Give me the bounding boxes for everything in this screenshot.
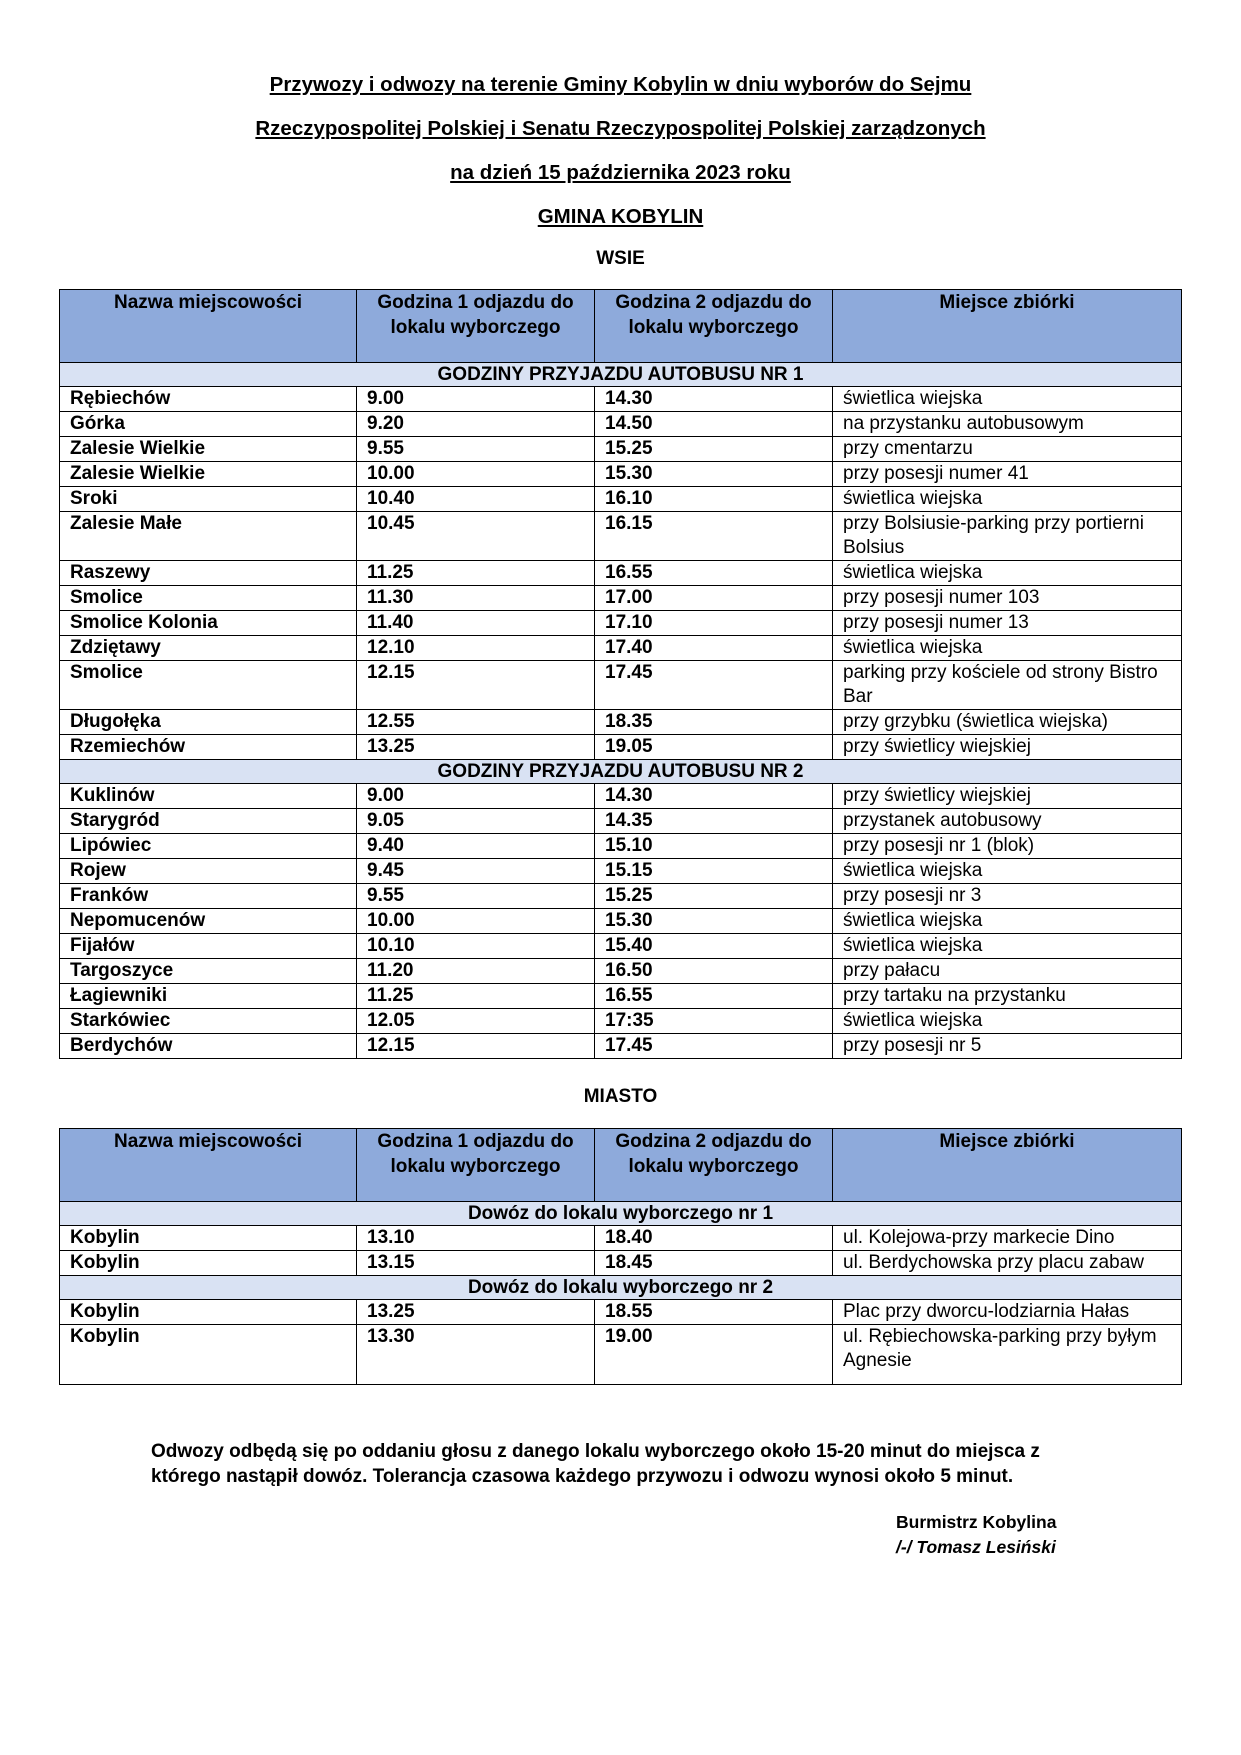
cell-departure-2: 15.30 xyxy=(595,462,833,487)
group-row xyxy=(60,363,1182,387)
closing-note: Odwozy odbędą się po oddaniu głosu z danego lokalu wyborczego około 15-20 minut do miejsca z którego nastąpił dowóz. Tolerancja czasowa każdego przywozu i odwozu wynosi około 5 minut. xyxy=(151,1441,1040,1487)
title-line-1: Przywozy i odwozy na terenie Gminy Kobylin w dniu wyborów do Sejmu xyxy=(269,73,972,96)
cell-departure-2: 17.10 xyxy=(595,611,833,636)
cell-departure-2: 15.10 xyxy=(595,834,833,859)
cell-place-name: Raszewy xyxy=(60,561,357,586)
cell-place-name: Zdziętawy xyxy=(60,636,357,661)
header-meeting-place: Miejsce zbiórki xyxy=(833,290,1182,363)
cell-place-name: Zalesie Wielkie xyxy=(60,462,357,487)
cell-departure-1: 10.00 xyxy=(357,462,595,487)
cell-departure-1: 10.00 xyxy=(357,909,595,934)
cell-departure-2: 19.05 xyxy=(595,735,833,760)
table-row xyxy=(60,437,1182,462)
cell-departure-2: 14.35 xyxy=(595,809,833,834)
cell-departure-1: 10.10 xyxy=(357,934,595,959)
cell-meeting-place: parking przy kościele od strony Bistro Bar xyxy=(833,661,1182,710)
cell-place-name: Rzemiechów xyxy=(60,735,357,760)
cell-meeting-place: przy świetlicy wiejskiej xyxy=(833,735,1182,760)
cell-departure-2: 15.25 xyxy=(595,884,833,909)
cell-meeting-place: przy posesji numer 41 xyxy=(833,462,1182,487)
cell-meeting-place: przy tartaku na przystanku xyxy=(833,984,1182,1009)
header-name: Nazwa miejscowości xyxy=(60,290,357,363)
table-row xyxy=(60,710,1182,735)
cell-departure-2: 18.40 xyxy=(595,1226,833,1251)
cell-meeting-place: Plac przy dworcu-lodziarnia Hałas xyxy=(833,1300,1182,1325)
cell-departure-1: 13.10 xyxy=(357,1226,595,1251)
cell-departure-1: 12.15 xyxy=(357,661,595,710)
cell-departure-1: 11.25 xyxy=(357,561,595,586)
cell-departure-1: 9.00 xyxy=(357,784,595,809)
cell-meeting-place: przy Bolsiusie-parking przy portierni Bolsius xyxy=(833,512,1182,561)
table-row xyxy=(60,1300,1182,1325)
group-row xyxy=(60,1202,1182,1226)
cell-departure-2: 17.40 xyxy=(595,636,833,661)
cell-departure-2: 16.15 xyxy=(595,512,833,561)
cell-place-name: Berdychów xyxy=(60,1034,357,1059)
group-label: GODZINY PRZYJAZDU AUTOBUSU NR 1 xyxy=(60,363,1182,387)
table-row xyxy=(60,586,1182,611)
header-departure-2: Godzina 2 odjazdu do lokalu wyborczego xyxy=(595,1129,833,1202)
cell-meeting-place: przy pałacu xyxy=(833,959,1182,984)
cell-departure-2: 16.50 xyxy=(595,959,833,984)
cell-departure-2: 15.15 xyxy=(595,859,833,884)
miasto-schedule-table xyxy=(59,1128,1182,1385)
cell-departure-1: 9.45 xyxy=(357,859,595,884)
cell-departure-1: 12.05 xyxy=(357,1009,595,1034)
cell-place-name: Starkówiec xyxy=(60,1009,357,1034)
group-label: Dowóz do lokalu wyborczego nr 1 xyxy=(60,1202,1182,1226)
cell-meeting-place: świetlica wiejska xyxy=(833,561,1182,586)
cell-departure-1: 11.40 xyxy=(357,611,595,636)
cell-meeting-place: świetlica wiejska xyxy=(833,859,1182,884)
cell-place-name: Górka xyxy=(60,412,357,437)
cell-meeting-place: ul. Berdychowska przy placu zabaw xyxy=(833,1251,1182,1276)
cell-departure-1: 10.45 xyxy=(357,512,595,561)
cell-departure-2: 17:35 xyxy=(595,1009,833,1034)
cell-place-name: Smolice xyxy=(60,586,357,611)
cell-place-name: Starygród xyxy=(60,809,357,834)
cell-place-name: Nepomucenów xyxy=(60,909,357,934)
cell-departure-2: 14.30 xyxy=(595,784,833,809)
cell-departure-1: 9.55 xyxy=(357,884,595,909)
cell-place-name: Smolice Kolonia xyxy=(60,611,357,636)
table-row xyxy=(60,859,1182,884)
section-label-wsie: WSIE xyxy=(596,248,645,269)
cell-meeting-place: świetlica wiejska xyxy=(833,1009,1182,1034)
table-row xyxy=(60,1009,1182,1034)
title-line-2: Rzeczypospolitej Polskiej i Senatu Rzeczypospolitej Polskiej zarządzonych xyxy=(255,117,986,140)
table-header-row xyxy=(60,290,1182,363)
table-row xyxy=(60,1251,1182,1276)
header-departure-2: Godzina 2 odjazdu do lokalu wyborczego xyxy=(595,290,833,363)
cell-meeting-place: przystanek autobusowy xyxy=(833,809,1182,834)
title-line-3: na dzień 15 października 2023 roku xyxy=(450,161,791,184)
cell-meeting-place: przy posesji nr 5 xyxy=(833,1034,1182,1059)
cell-departure-2: 19.00 xyxy=(595,1325,833,1385)
table-row xyxy=(60,834,1182,859)
group-row xyxy=(60,760,1182,784)
cell-departure-2: 17.00 xyxy=(595,586,833,611)
table-row xyxy=(60,487,1182,512)
cell-place-name: Zalesie Wielkie xyxy=(60,437,357,462)
cell-place-name: Rojew xyxy=(60,859,357,884)
cell-departure-2: 15.40 xyxy=(595,934,833,959)
group-label: Dowóz do lokalu wyborczego nr 2 xyxy=(60,1276,1182,1300)
cell-departure-1: 11.25 xyxy=(357,984,595,1009)
cell-place-name: Kobylin xyxy=(60,1325,357,1385)
cell-meeting-place: przy cmentarzu xyxy=(833,437,1182,462)
wsie-schedule-table xyxy=(59,289,1182,1059)
cell-departure-1: 13.15 xyxy=(357,1251,595,1276)
signature-name: /-/ Tomasz Lesiński xyxy=(896,1537,1056,1557)
group-row xyxy=(60,1276,1182,1300)
cell-departure-2: 14.30 xyxy=(595,387,833,412)
cell-place-name: Łagiewniki xyxy=(60,984,357,1009)
cell-departure-2: 15.25 xyxy=(595,437,833,462)
cell-departure-1: 12.10 xyxy=(357,636,595,661)
cell-meeting-place: przy posesji nr 1 (blok) xyxy=(833,834,1182,859)
cell-meeting-place: ul. Rębiechowska-parking przy byłym Agnesie xyxy=(833,1325,1182,1385)
cell-departure-1: 9.05 xyxy=(357,809,595,834)
cell-meeting-place: świetlica wiejska xyxy=(833,909,1182,934)
header-departure-1: Godzina 1 odjazdu do lokalu wyborczego xyxy=(357,290,595,363)
cell-place-name: Rębiechów xyxy=(60,387,357,412)
table-row xyxy=(60,462,1182,487)
header-meeting-place: Miejsce zbiórki xyxy=(833,1129,1182,1202)
cell-departure-2: 14.50 xyxy=(595,412,833,437)
table-row xyxy=(60,661,1182,710)
cell-departure-1: 11.30 xyxy=(357,586,595,611)
cell-place-name: Kobylin xyxy=(60,1300,357,1325)
table-row xyxy=(60,784,1182,809)
table-row xyxy=(60,735,1182,760)
cell-departure-1: 9.20 xyxy=(357,412,595,437)
cell-departure-1: 10.40 xyxy=(357,487,595,512)
table-row xyxy=(60,561,1182,586)
table-row xyxy=(60,412,1182,437)
table-row xyxy=(60,934,1182,959)
cell-meeting-place: świetlica wiejska xyxy=(833,387,1182,412)
cell-meeting-place: świetlica wiejska xyxy=(833,934,1182,959)
header-name: Nazwa miejscowości xyxy=(60,1129,357,1202)
header-departure-1: Godzina 1 odjazdu do lokalu wyborczego xyxy=(357,1129,595,1202)
cell-place-name: Sroki xyxy=(60,487,357,512)
cell-departure-2: 18.55 xyxy=(595,1300,833,1325)
cell-place-name: Lipówiec xyxy=(60,834,357,859)
table-row xyxy=(60,1226,1182,1251)
cell-meeting-place: na przystanku autobusowym xyxy=(833,412,1182,437)
cell-meeting-place: przy posesji numer 103 xyxy=(833,586,1182,611)
cell-departure-1: 9.55 xyxy=(357,437,595,462)
cell-departure-1: 13.30 xyxy=(357,1325,595,1385)
cell-place-name: Długołęka xyxy=(60,710,357,735)
cell-place-name: Kuklinów xyxy=(60,784,357,809)
table-row xyxy=(60,636,1182,661)
cell-place-name: Kobylin xyxy=(60,1226,357,1251)
cell-meeting-place: świetlica wiejska xyxy=(833,636,1182,661)
signature-role: Burmistrz Kobylina xyxy=(896,1512,1057,1532)
table-row xyxy=(60,884,1182,909)
cell-place-name: Zalesie Małe xyxy=(60,512,357,561)
cell-meeting-place: przy grzybku (świetlica wiejska) xyxy=(833,710,1182,735)
section-label-miasto: MIASTO xyxy=(583,1086,658,1107)
cell-departure-1: 12.15 xyxy=(357,1034,595,1059)
cell-departure-1: 11.20 xyxy=(357,959,595,984)
table-row xyxy=(60,1034,1182,1059)
table-row xyxy=(60,1325,1182,1385)
cell-departure-1: 12.55 xyxy=(357,710,595,735)
cell-meeting-place: ul. Kolejowa-przy markecie Dino xyxy=(833,1226,1182,1251)
cell-place-name: Kobylin xyxy=(60,1251,357,1276)
table-row xyxy=(60,909,1182,934)
cell-meeting-place: przy posesji numer 13 xyxy=(833,611,1182,636)
cell-meeting-place: przy świetlicy wiejskiej xyxy=(833,784,1182,809)
table-row xyxy=(60,387,1182,412)
cell-departure-2: 18.35 xyxy=(595,710,833,735)
cell-place-name: Fijałów xyxy=(60,934,357,959)
title-gmina: GMINA KOBYLIN xyxy=(537,205,704,228)
signature-block xyxy=(896,1510,1056,1560)
table-row xyxy=(60,611,1182,636)
cell-meeting-place: przy posesji nr 3 xyxy=(833,884,1182,909)
cell-departure-1: 9.00 xyxy=(357,387,595,412)
cell-departure-2: 17.45 xyxy=(595,661,833,710)
cell-departure-2: 18.45 xyxy=(595,1251,833,1276)
cell-departure-2: 15.30 xyxy=(595,909,833,934)
cell-departure-1: 9.40 xyxy=(357,834,595,859)
table-row xyxy=(60,984,1182,1009)
cell-departure-2: 16.55 xyxy=(595,984,833,1009)
cell-departure-1: 13.25 xyxy=(357,1300,595,1325)
table-row xyxy=(60,959,1182,984)
cell-departure-2: 16.10 xyxy=(595,487,833,512)
group-label: GODZINY PRZYJAZDU AUTOBUSU NR 2 xyxy=(60,760,1182,784)
table-row xyxy=(60,512,1182,561)
cell-place-name: Smolice xyxy=(60,661,357,710)
table-row xyxy=(60,809,1182,834)
cell-meeting-place: świetlica wiejska xyxy=(833,487,1182,512)
table-header-row xyxy=(60,1129,1182,1202)
cell-departure-2: 16.55 xyxy=(595,561,833,586)
cell-departure-1: 13.25 xyxy=(357,735,595,760)
cell-place-name: Targoszyce xyxy=(60,959,357,984)
cell-place-name: Franków xyxy=(60,884,357,909)
cell-departure-2: 17.45 xyxy=(595,1034,833,1059)
